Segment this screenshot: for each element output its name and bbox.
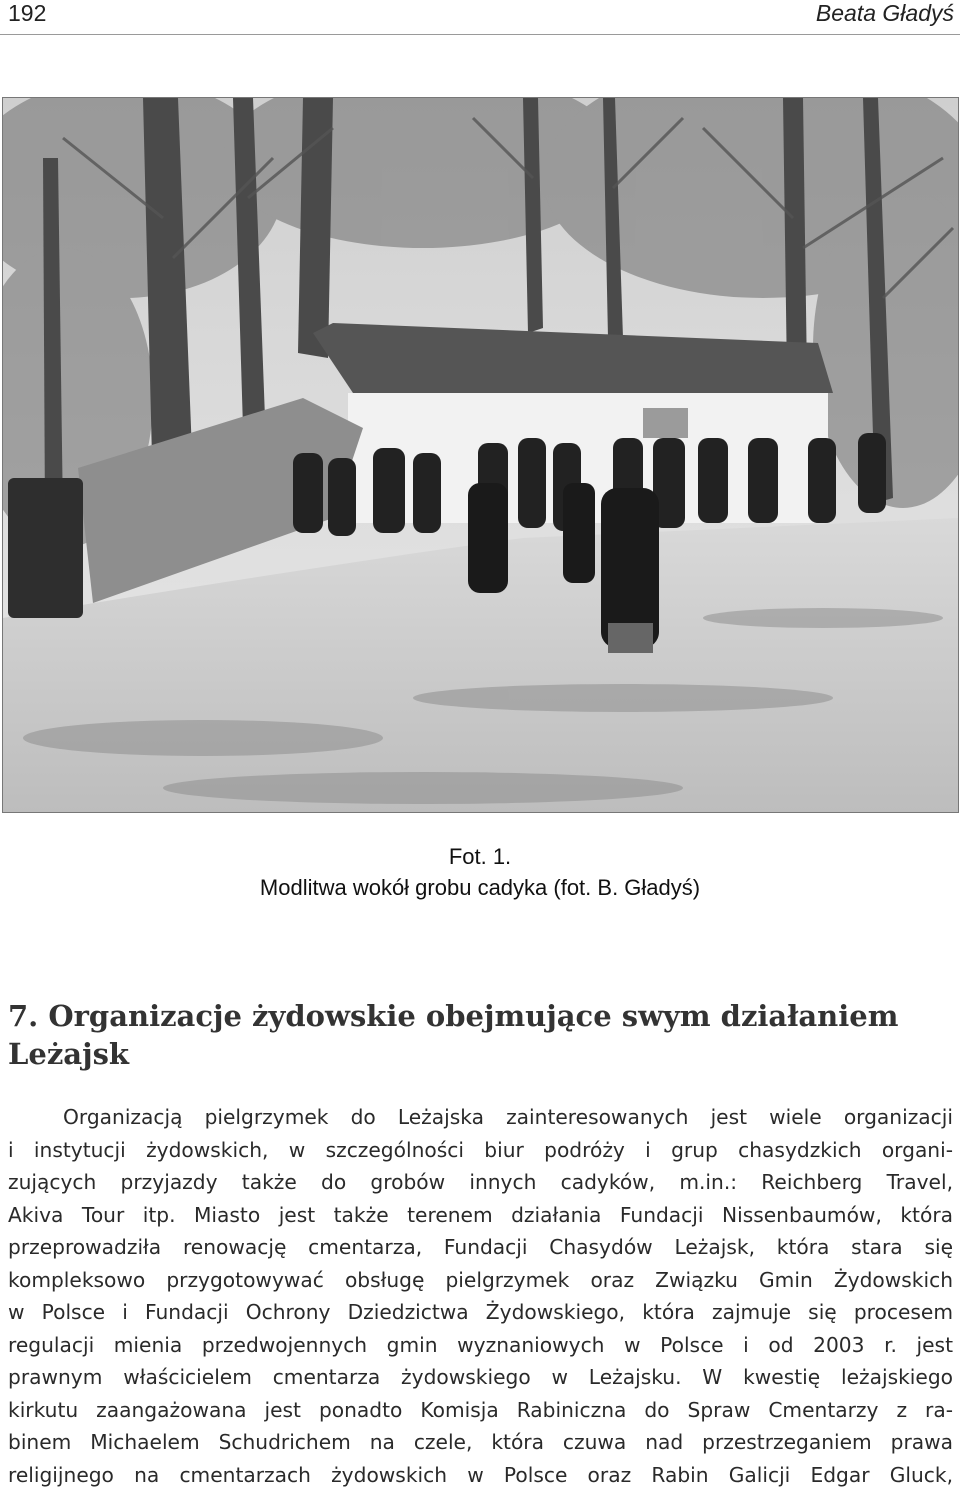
section-heading: [8, 997, 953, 1073]
running-header-author: Beata Gładyś: [815, 0, 954, 26]
body-line: kirkutu zaangażowana jest ponadto Komisja Rabiniczna do Spraw Cmentarzy z ra-: [8, 1397, 953, 1422]
header-rule: [0, 34, 960, 35]
page-header: [0, 0, 960, 36]
figure-caption: Modlitwa wokół grobu cadyka (fot. B. Gładyś): [259, 875, 701, 900]
body-line: Akiva Tour itp. Miasto jest także terenem działania Fundacji Nissenbaumów, która: [8, 1202, 953, 1227]
section-heading-line-1: 7. Organizacje żydowskie obejmujące swym działaniem: [8, 999, 899, 1033]
body-line: w Polsce i Fundacji Ochrony Dziedzictwa Żydowskiego, która zajmuje się procesem: [8, 1300, 953, 1324]
page-number: 192: [8, 0, 47, 26]
photo-prayer-at-tomb: [2, 97, 959, 813]
body-line: przeprowadziła renowację cmentarza, Fundacji Chasydów Leżajsk, która stara się: [8, 1235, 953, 1259]
body-line: zujących przyjazdy także do grobów innych cadyków, m.in.: Reichberg Travel,: [8, 1170, 953, 1194]
body-line: i instytucji żydowskich, w szczególności biur podróży i grup chasydzkich organi-: [8, 1137, 953, 1162]
body-line: prawnym właścicielem cmentarza żydowskiego w Leżajsku. W kwestię leżajskiego: [8, 1365, 953, 1389]
body-line: regulacji mienia przedwojennych gmin wyznaniowych w Polsce i od 2003 r. jest: [8, 1332, 953, 1357]
body-paragraph: [8, 1101, 953, 1491]
body-line: Organizacją pielgrzymek do Leżajska zainteresowanych jest wiele organizacji: [63, 1105, 953, 1129]
figure-label: Fot. 1.: [448, 844, 512, 869]
body-line: kompleksowo przygotowywać obsługę pielgrzymek oraz Związku Gmin Żydowskich: [8, 1267, 953, 1292]
section-heading-line-2: Leżajsk: [8, 1037, 130, 1071]
body-line: binem Michaelem Schudrichem na czele, która czuwa nad przestrzeganiem prawa: [8, 1430, 953, 1454]
body-line: religijnego na cmentarzach żydowskich w Polsce oraz Rabin Galicji Edgar Gluck,: [8, 1462, 953, 1487]
